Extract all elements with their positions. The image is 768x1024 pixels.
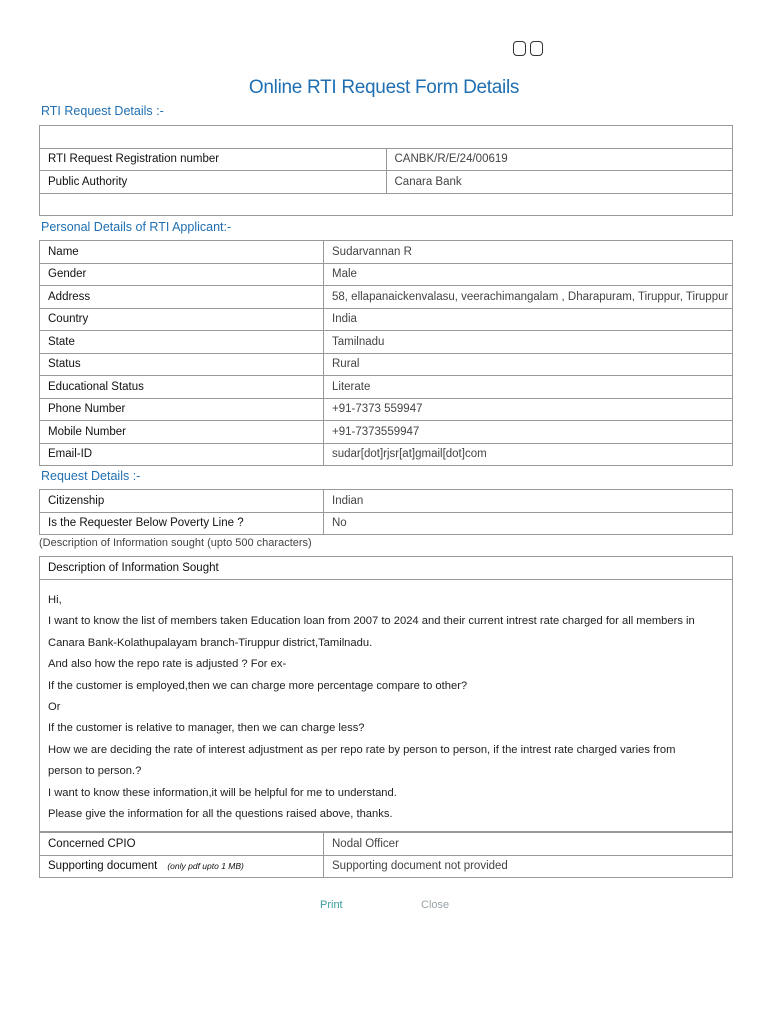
- personal-details-table: [39, 240, 733, 466]
- supporting-doc-value: Supporting document not provided: [324, 855, 733, 878]
- description-line: I want to know the list of members taken Education loan from 2007 to 2024 and their current intrest rate charged for all members in: [48, 615, 695, 628]
- row-value: Indian: [324, 490, 733, 513]
- row-value: No: [324, 512, 733, 535]
- supporting-doc-label: Supporting document: [48, 860, 158, 873]
- description-line: Please give the information for all the questions raised above, thanks.: [48, 808, 393, 821]
- row-label: State: [40, 331, 324, 354]
- row-label: RTI Request Registration number: [40, 148, 387, 171]
- table-row: [40, 855, 733, 878]
- row-value: India: [324, 308, 733, 331]
- row-value: Literate: [324, 376, 733, 399]
- row-label: Country: [40, 308, 324, 331]
- table-row: [40, 833, 733, 856]
- table-row: [40, 353, 733, 376]
- close-link[interactable]: Close: [421, 899, 450, 911]
- window-controls: [513, 41, 543, 56]
- description-line: If the customer is employed,then we can charge more percentage compare to other?: [48, 679, 468, 692]
- table-row: [40, 512, 733, 535]
- description-line: How we are deciding the rate of interest adjustment as per repo rate by person to person, if the intrest rate charged varies from: [48, 743, 676, 756]
- row-label: Mobile Number: [40, 421, 324, 444]
- cpio-label: Concerned CPIO: [40, 833, 324, 856]
- table-row: [40, 148, 733, 171]
- row-value: Male: [324, 263, 733, 286]
- row-label: Is the Requester Below Poverty Line ?: [40, 512, 324, 535]
- row-value: sudar[dot]rjsr[at]gmail[dot]com: [324, 443, 733, 466]
- supporting-doc-cell: [40, 855, 324, 878]
- description-box: [39, 556, 733, 832]
- supporting-doc-note: (only pdf upto 1 MB): [167, 861, 244, 872]
- request-details-table: [39, 489, 733, 535]
- table-row: [40, 421, 733, 444]
- description-line: Canara Bank-Kolathupalayam branch-Tiruppur district,Tamilnadu.: [48, 636, 373, 649]
- description-line: And also how the repo rate is adjusted ? For ex-: [48, 658, 287, 671]
- description-line: person to person.?: [48, 765, 142, 778]
- row-label: Email-ID: [40, 443, 324, 466]
- table-row: [40, 308, 733, 331]
- table-row: [40, 443, 733, 466]
- description-line: I want to know these information,it will be helpful for me to understand.: [48, 786, 397, 799]
- table-row: [40, 331, 733, 354]
- table-row: [40, 241, 733, 264]
- row-label: Gender: [40, 263, 324, 286]
- row-label: Status: [40, 353, 324, 376]
- table-row: [40, 376, 733, 399]
- description-note: (Description of Information sought (upto 500 characters): [39, 537, 312, 549]
- row-value: Tamilnadu: [324, 331, 733, 354]
- table-row: [40, 171, 733, 194]
- table-row: [40, 490, 733, 513]
- row-label: Educational Status: [40, 376, 324, 399]
- row-label: Address: [40, 286, 324, 309]
- cpio-value: Nodal Officer: [324, 833, 733, 856]
- page-title: Online RTI Request Form Details: [248, 77, 520, 98]
- row-value: +91-7373559947: [324, 421, 733, 444]
- table-row: [40, 286, 733, 309]
- print-link[interactable]: Print: [320, 899, 343, 911]
- row-label: Public Authority: [40, 171, 387, 194]
- cpio-table: [39, 832, 733, 878]
- description-line: If the customer is relative to manager, then we can charge less?: [48, 722, 365, 735]
- row-value: Canara Bank: [386, 171, 733, 194]
- rounded-square-icon: [530, 41, 543, 56]
- request-details-heading: Request Details :-: [41, 469, 141, 483]
- table-blank-row: [40, 126, 733, 149]
- personal-details-heading: Personal Details of RTI Applicant:-: [41, 220, 232, 234]
- description-line: Hi,: [48, 594, 62, 606]
- rti-request-heading: RTI Request Details :-: [41, 104, 164, 118]
- row-value: Sudarvannan R: [324, 241, 733, 264]
- table-blank-row: [40, 193, 733, 216]
- row-label: Citizenship: [40, 490, 324, 513]
- rti-request-table: [39, 125, 733, 216]
- row-label: Phone Number: [40, 398, 324, 421]
- row-value: +91-7373 559947: [324, 398, 733, 421]
- table-row: [40, 398, 733, 421]
- row-label: Name: [40, 241, 324, 264]
- row-value: CANBK/R/E/24/00619: [386, 148, 733, 171]
- description-header: Description of Information Sought: [40, 557, 732, 580]
- row-value: Rural: [324, 353, 733, 376]
- table-row: [40, 263, 733, 286]
- rounded-square-icon: [513, 41, 526, 56]
- row-value: 58, ellapanaickenvalasu, veerachimangalam , Dharapuram, Tiruppur, Tiruppur: [324, 286, 733, 309]
- description-line: Or: [48, 701, 61, 714]
- description-body: [40, 580, 732, 831]
